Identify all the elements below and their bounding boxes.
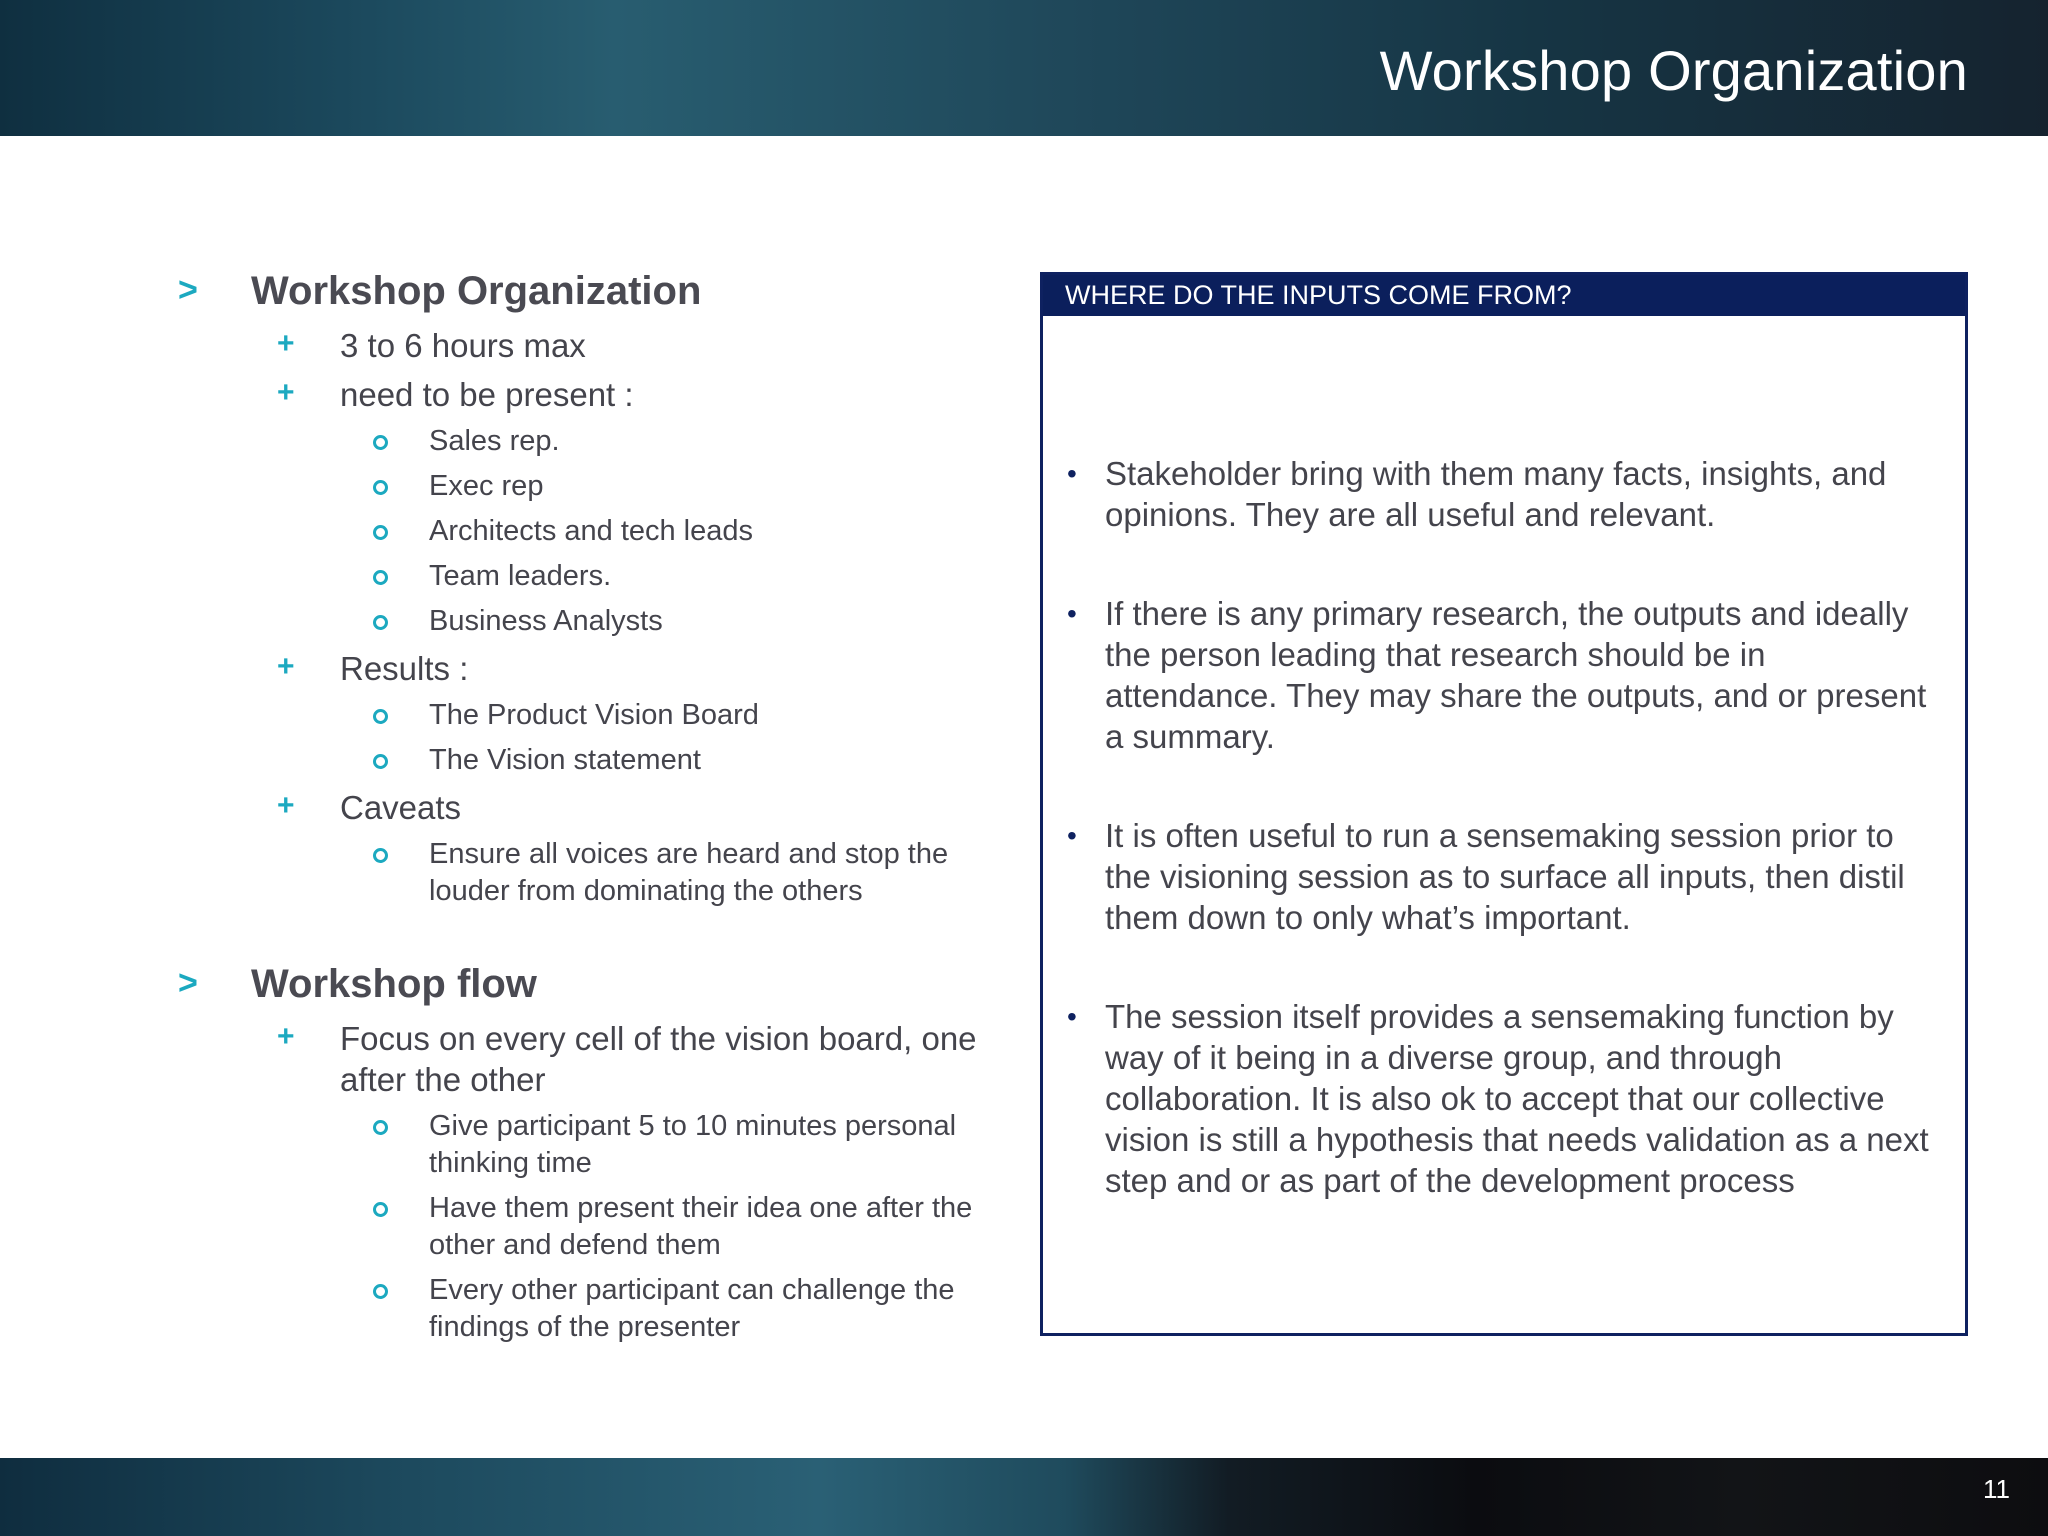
sub-list-item: The Product Vision Board: [251, 697, 1010, 734]
circle-bullet-icon: [373, 570, 388, 585]
plus-icon: +: [277, 376, 295, 409]
info-bullet: • Stakeholder bring with them many facts, insights, and opinions. They are all useful and relevant.: [1067, 455, 1887, 533]
plus-icon: +: [277, 650, 295, 683]
bullet-dot-icon: •: [1067, 820, 1077, 851]
left-column: [170, 265, 1010, 1346]
footer-band: [0, 1458, 2048, 1536]
list-item: + Results :: [277, 650, 469, 687]
circle-bullet-icon: [373, 435, 388, 450]
circle-bullet-icon: [373, 615, 388, 630]
sub-list-item: Team leaders.: [251, 558, 1010, 595]
sub-list-item: Business Analysts: [251, 603, 1010, 640]
slide-title: Workshop Organization: [1379, 39, 1968, 102]
circle-bullet-icon: [373, 1284, 388, 1299]
circle-bullet-icon: [373, 480, 388, 495]
sub-list-item: Exec rep: [251, 468, 1010, 505]
info-bullet: • The session itself provides a sensemaking function by way of it being in a diverse group, and through collaboration. It is also ok to accept that our collective vision is still a hypothesis that needs validation as a next step and or as part of the development process: [1067, 998, 1929, 1199]
sub-list-item: Sales rep.: [251, 423, 1010, 460]
sub-list-item: Architects and tech leads: [251, 513, 1010, 550]
info-bullet: • If there is any primary research, the outputs and ideally the person leading that research should be in attendance. They may share the outputs, and or present a summary.: [1067, 595, 1927, 755]
plus-icon: +: [277, 327, 295, 360]
section-heading: Workshop flow: [251, 962, 537, 1006]
chevron-right-icon: >: [178, 964, 198, 1002]
sub-list-item: Ensure all voices are heard and stop the louder from dominating the others: [251, 836, 1010, 910]
plus-icon: +: [277, 1020, 295, 1053]
inputs-info-box: [1040, 272, 1968, 1336]
list-item: + Focus on every cell of the vision board, one after the other: [277, 1020, 977, 1098]
sub-list-item: Give participant 5 to 10 minutes personal thinking time: [251, 1108, 1010, 1182]
circle-bullet-icon: [373, 848, 388, 863]
circle-bullet-icon: [373, 1202, 388, 1217]
section-workshop-organization: [170, 265, 1010, 910]
plus-icon: +: [277, 789, 295, 822]
list-item: + 3 to 6 hours max: [277, 327, 586, 364]
circle-bullet-icon: [373, 525, 388, 540]
bullet-dot-icon: •: [1067, 1001, 1077, 1032]
circle-bullet-icon: [373, 709, 388, 724]
circle-bullet-icon: [373, 754, 388, 769]
info-box-bullets: [1065, 453, 1945, 1201]
bullet-dot-icon: •: [1067, 598, 1077, 629]
section-heading: Workshop Organization: [251, 269, 702, 313]
list-item: + need to be present :: [277, 376, 634, 413]
chevron-right-icon: >: [178, 271, 198, 309]
sub-list-item: Every other participant can challenge the findings of the presenter: [251, 1272, 1010, 1346]
info-bullet: • It is often useful to run a sensemaking session prior to the visioning session as to surface all inputs, then distil them down to only what’s important.: [1067, 817, 1905, 936]
sub-list-item: Have them present their idea one after the other and defend them: [251, 1190, 1010, 1264]
page-number: 11: [1983, 1474, 2010, 1504]
sub-list-item: The Vision statement: [251, 742, 1010, 779]
circle-bullet-icon: [373, 1120, 388, 1135]
bullet-dot-icon: •: [1067, 458, 1077, 489]
section-workshop-flow: [170, 958, 1010, 1346]
list-item: + Caveats: [277, 789, 462, 826]
info-box-header: WHERE DO THE INPUTS COME FROM?: [1043, 275, 1965, 316]
